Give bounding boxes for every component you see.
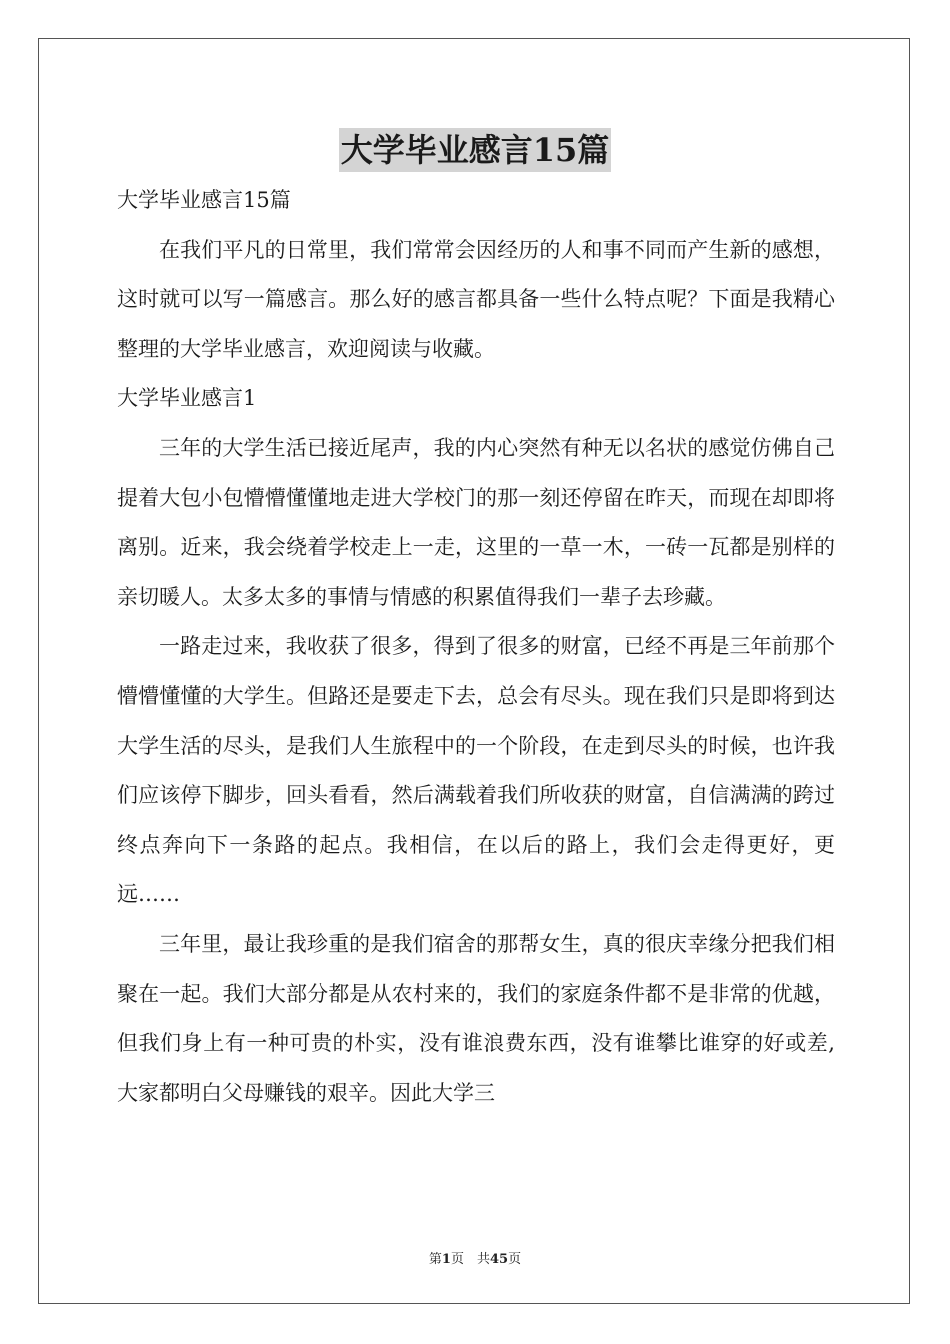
title-container: [0, 128, 950, 172]
body-paragraph: 在我们平凡的日常里，我们常常会因经历的人和事不同而产生新的感想，这时就可以写一篇感言。那么好的感言都具备一些什么特点呢？下面是我精心整理的大学毕业感言，欢迎阅读与收藏。: [117, 237, 835, 361]
footer-prefix: 第: [428, 1252, 442, 1267]
body-paragraph: 三年的大学生活已接近尾声，我的内心突然有种无以名状的感觉仿佛自己提着大包小包懵懵懂懂地走进大学校门的那一刻还停留在昨天，而现在却即将离别。近来，我会绕着学校走上一走，这里的一草一木，一砖一瓦都是别样的亲切暖人。太多太多的事情与情感的积累值得我们一辈子去珍藏。: [117, 435, 835, 609]
document-body: [117, 176, 835, 1118]
page-footer: [0, 1248, 950, 1267]
footer-suffix: 页: [508, 1252, 522, 1267]
body-paragraph: 一路走过来，我收获了很多，得到了很多的财富，已经不再是三年前那个懵懵懂懂的大学生。但路还是要走下去，总会有尽头。现在我们只是即将到达大学生活的尽头，是我们人生旅程中的一个阶段，在走到尽头的时候，也许我们应该停下脚步，回头看看，然后满载着我们所收获的财富，自信满满的跨过终点奔向下一条路的起点。我相信，在以后的路上，我们会走得更好，更远……: [117, 634, 835, 907]
body-paragraph: 三年里，最让我珍重的是我们宿舍的那帮女生，真的很庆幸缘分把我们相聚在一起。我们大部分都是从农村来的，我们的家庭条件都不是非常的优越，但我们身上有一种可贵的朴实，没有谁浪费东西，没有谁攀比谁穿的好或差,大家都明白父母赚钱的艰辛。因此大学三: [117, 931, 835, 1105]
section-heading: 大学毕业感言15篇: [117, 188, 291, 212]
document-title: 大学毕业感言15篇: [339, 128, 612, 172]
current-page-number: 1: [441, 1252, 451, 1267]
footer-mid: 页 共: [450, 1252, 490, 1267]
section-heading: 大学毕业感言1: [117, 386, 257, 411]
total-page-count: 45: [489, 1252, 509, 1267]
